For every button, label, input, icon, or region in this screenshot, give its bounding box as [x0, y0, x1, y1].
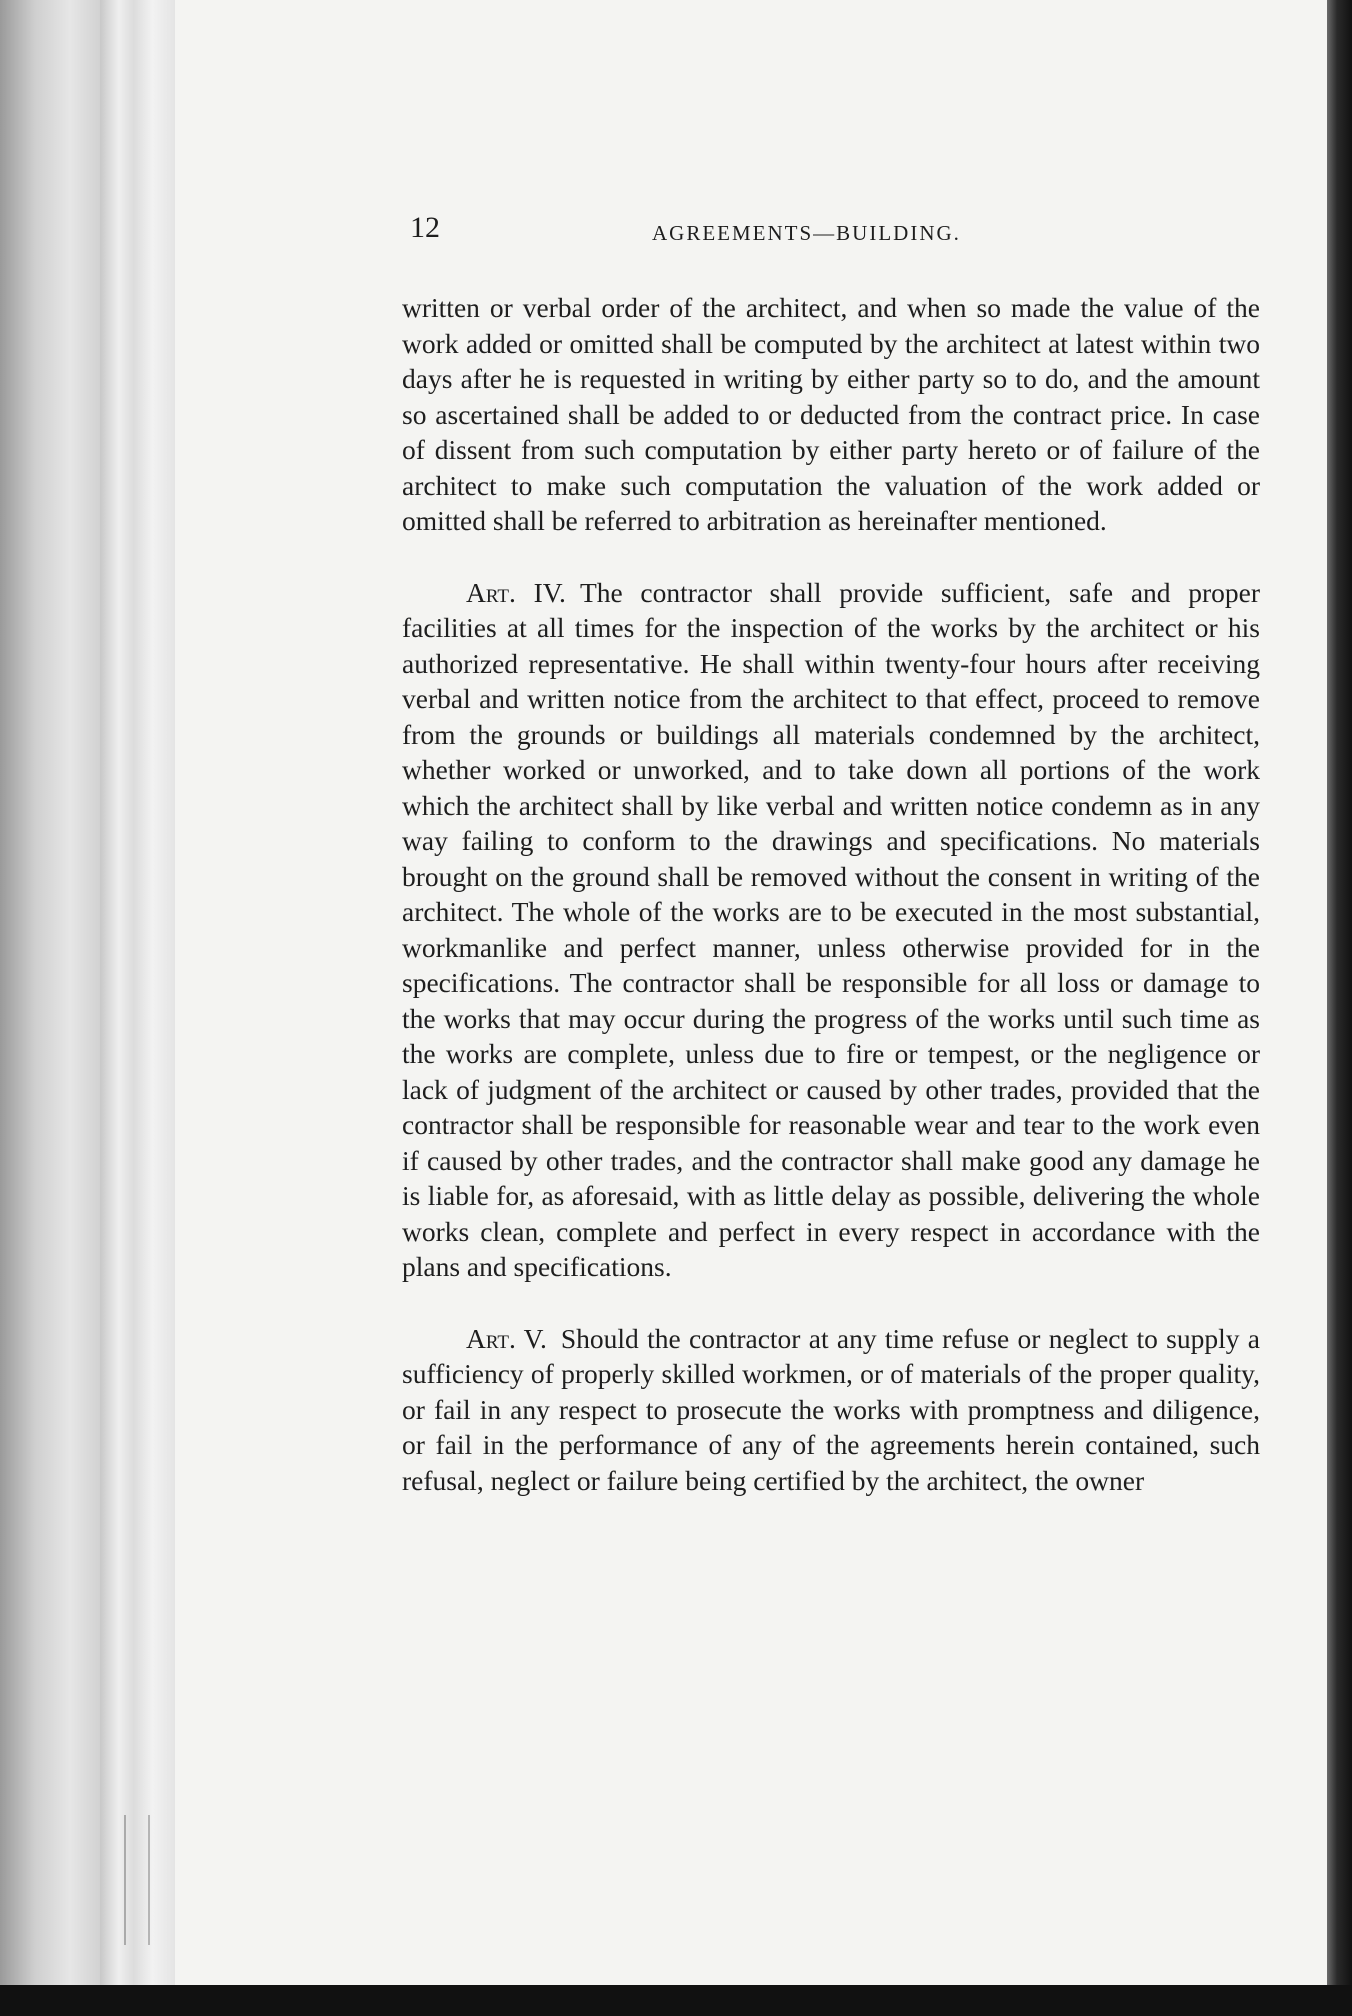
running-head-title: AGREEMENTS—BUILDING.: [652, 221, 961, 245]
paragraph-continuation: [402, 290, 1260, 539]
page-number: 12: [410, 211, 440, 244]
binding-stitch-mark: [124, 1815, 150, 1945]
article-label: Art. IV.: [466, 576, 566, 608]
book-binding-gutter: [100, 0, 176, 2016]
paragraph-article-v: [402, 1321, 1260, 1499]
paragraph-text: written or verbal order of the architect, and when so made the value of the work added or omitted shall be computed by the architect at latest within two days after he is requested in writing by either party so to do, and the amount so ascertained shall be added to or deducted from the contract price. In case of dissent from such computation by either party hereto or of failure of the architect to make such computation the valuation of the work added or omitted shall be referred to arbitration as hereinafter mentioned.: [402, 292, 1260, 536]
scan-right-shadow: [1327, 0, 1352, 2016]
paragraph-text: The contractor shall provide sufficient, safe and proper facilities at all times for the inspection of the works by the architect or his authorized representative. He shall within twenty-four hours after receiving verbal and written notice from the architect to that effect, proceed to remove from the grounds or buildings all materials condemned by the architect, whether worked or unworked, and to take down all portions of the work which the architect shall by like verbal and written notice condemn as in any way failing to conform to the drawings and specifications. No materials brought on the ground shall be removed without the consent in writing of the architect. The whole of the works are to be executed in the most substantial, workmanlike and perfect manner, unless otherwise provided for in the specifications. The contractor shall be responsible for all loss or damage to the works that may occur during the progress of the works until such time as the works are complete, unless due to fire or tempest, or the negligence or lack of judgment of the architect or caused by other trades, provided that the contractor shall be responsible for reasonable wear and tear to the work even if caused by other trades, and the contractor shall make good any damage he is liable for, as aforesaid, with as little delay as possible, delivering the whole works clean, complete and perfect in every respect in accordance with the plans and specifications.: [402, 576, 1260, 1282]
scan-bottom-border: [0, 1985, 1352, 2016]
book-page-edges: [0, 0, 100, 2016]
paragraph-text: Should the contractor at any time refuse or neglect to supply a sufficiency of properly skilled workmen, or of materials of the proper quality, or fail in any respect to prosecute the works with promptness and diligence, or fail in the performance of any of the agreements herein contained, such refusal, neglect or failure being certified by the architect, the owner: [402, 1322, 1260, 1496]
page-text-block: [402, 210, 1260, 1534]
paragraph-article-iv: [402, 575, 1260, 1285]
article-label: Art. V.: [466, 1322, 547, 1354]
running-head: [402, 210, 1260, 290]
